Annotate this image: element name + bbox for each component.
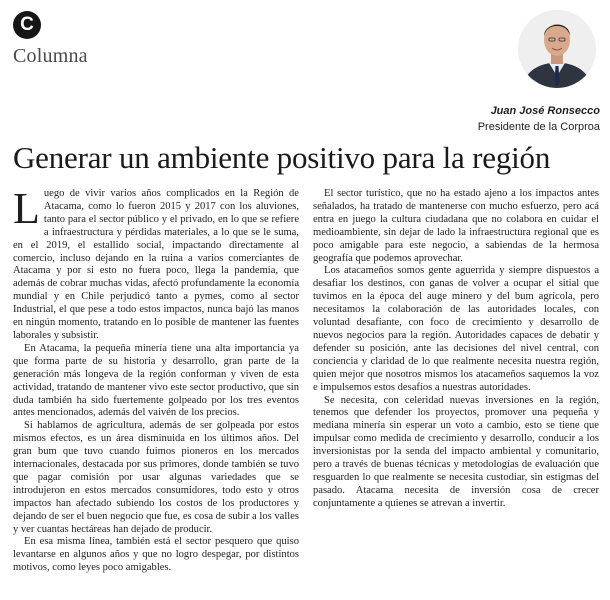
drop-cap: L: [13, 188, 40, 233]
body-paragraph: En Atacama, la pequeña minería tiene una alta importancia ya que forma parte de su historia y desarrollo, gran parte de la generación más longeva de la región conforman y viven de esta actividad, tratando de mantener vivo este sector productivo, que sin duda también ha sido fuertemente golpeado por los tres eventos antes mencionados, además del vaivén de los precios.: [13, 342, 299, 419]
author-byline: [478, 103, 600, 135]
author-avatar: [518, 10, 596, 88]
body-paragraph: Si hablamos de agricultura, además de ser golpeada por estos mismos efectos, es un área disminuida en los últimos años. Del gran bum que tuvo cuando fuimos pioneros en los mercados internacionales, destacada por sus primores, donde también se tuvo que pagar comisión por usar algunas variedades que se introdujeron en estos mercados consumidores, todo esto y otros impactos han afectado subiendo los costos de los productores y dejando de ser el buen negocio que fue, es cosa de subir a los valles y ver cuantas hectáreas han dejado de producir.: [13, 420, 299, 535]
body-paragraph: [13, 188, 299, 343]
body-paragraph: Los atacameños somos gente aguerrida y siempre dispuestos a desafiar los destinos, con ganas de volver a ocupar el sitial que tuvimos en la época del auge minero y del bum agrícola, pero necesitamos la colaboración de las autoridades locales, con voluntad desafiante, con foco de crecimiento y desarrollo de nuevos negocios para la región. Autoridades capaces de debatir y defender su posición, ante las decisiones del nivel central, con conciencia y claridad de lo que realmente necesita nuestra región, quien mejor que nosotros mismos los atacameños saquemos la voz e impulsemos estos desafíos a nuestras autoridades.: [313, 265, 599, 393]
article-headline: Generar un ambiente positivo para la región: [13, 140, 551, 175]
body-paragraph: El sector turístico, que no ha estado ajeno a los impactos antes señalados, ha tratado de mantenerse con mucho esfuerzo, pero acá entra en juego la cultura ciudadana que no colabora en cuidar el medioambiente, sin dejar de lado la infraestructura regional que es poco amigable para este negocio, a sabiendas de la hermosa geografía que podemos aprovechar.: [313, 188, 599, 264]
article-body: [13, 188, 599, 593]
body-paragraph: Se necesita, con celeridad nuevas inversiones en la región, tenemos que defender los proyectos, promover una pequeña y mediana minería sin esperar un voto a cambio, esto se tiene que impulsar como medida de crecimiento y desarrollo, conducir a los inversionistas por la senda del impacto ambiental y comunitario, pero a través de buenas técnicas y metodologías de evaluación que resguarden lo que realmente se necesita custodiar, sin estigmas del pasado. Atacama necesita de inversión cosa de crecer conjuntamente a quienes se atrevan a invertir.: [313, 394, 599, 509]
paragraph-text: uego de vivir varios años complicados en la Región de Atacama, como lo fueron 2015 y 2017 con los aluviones, tanto para el sector público y el privado, en lo que se refiere a infraestructura y pérdidas materiales, a lo que se le suma, en el 2019, el estallido social, impactando directamente al comercio, incluso dejando en la ruina a varios comerciantes de Atacama y por si esto no fuera poco, llega la pandemia, que además de cobrar muchas vidas, afectó profundamente la economía mundial y en Chile perjudicó tanto a pymes, como al sector Industrial, el que pese a todo estos impactos, nunca bajó las manos en ningún momento, tratando en lo posible de mantener las fuentes laborales y subsistir.: [13, 188, 299, 341]
column-badge: C: [13, 11, 41, 39]
author-name: Juan José Ronsecco: [490, 105, 600, 117]
body-paragraph: En esa misma línea, también está el sector pesquero que quiso levantarse en algunos años y que no logro despegar, por distintos motivos, como leyes poco amigables.: [13, 536, 299, 574]
author-role: Presidente de la Corproa: [477, 121, 600, 133]
section-label: Columna: [13, 45, 88, 67]
